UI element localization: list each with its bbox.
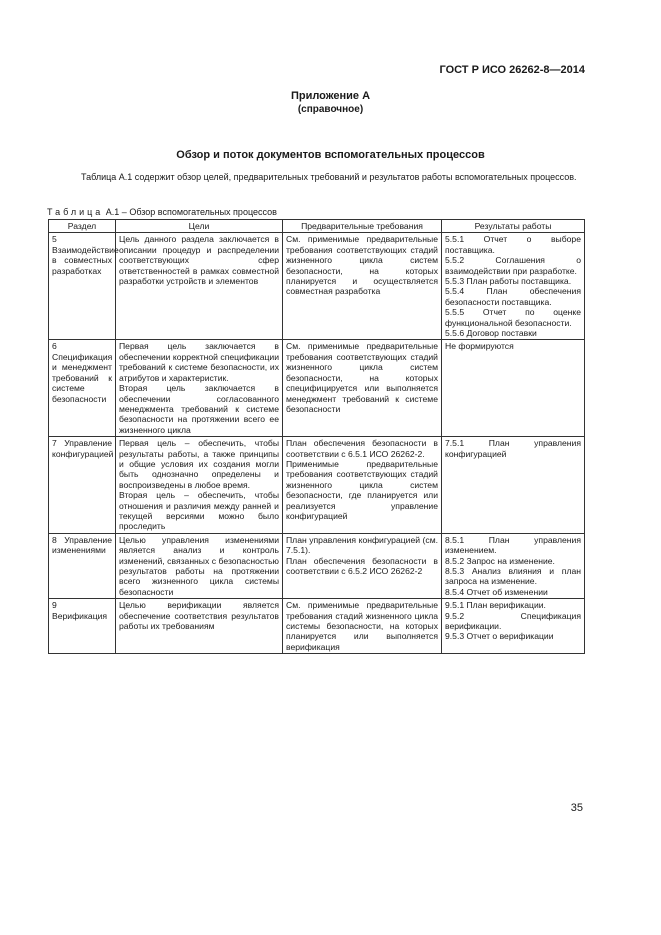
goal-text: Целью верификации является обеспечение соответствия результатов работы их требованиям [119,600,279,632]
header-section: Раздел [49,220,116,233]
result-text: 5.5.3 План работы поставщика. [445,276,572,287]
cell-prerequisites [283,340,442,437]
prereq-text: Применимые предварительные требования соответствующих стадий жизненного цикла систем безопасности, где планируется или реализуется управление конфигурацией [286,458,438,521]
cell-goals [116,340,283,437]
table-row [49,599,585,654]
result-text: 5.5.5 Отчет по оценке функциональной безопасности. [445,307,581,328]
table-row [49,533,585,598]
section-title: Обзор и поток документов вспомогательных процессов [176,149,485,161]
prereq-text: См. применимые предварительные требования соответствующих стадий жизненного цикла систем безопасности, на которых планируется и осуществляется совместная разработка [286,234,438,297]
result-text: 9.5.3 Отчет о верификации [445,631,554,642]
cell-prerequisites [283,233,442,340]
result-text: 9.5.2 Спецификация верификации. [445,610,581,632]
result-text: 7.5.1 План управления конфигурацией [445,438,581,459]
page-number: 35 [570,802,583,814]
cell-section: 6 Спецификация и менеджмент требований к системе безопасности [49,340,116,437]
cell-goals [116,233,283,340]
cell-prerequisites [283,533,442,598]
goal-text: Цель данного раздела заключается в описании процедур и распределении соответствующих сфер ответственностей в рамках совместной разработки устройств и элементов [119,234,279,287]
result-text: 9.5.1 План верификации. [445,600,546,611]
goal-text: Целью управления изменениями является анализ и контроль изменений, связанных с безопасностью результатов работы на протяжении всего жизненного цикла системы безопасности [119,534,279,597]
cell-section: 9 Верификация [49,599,116,654]
cell-section: 5 Взаимодействие в совместных разработках [49,233,116,340]
processes-table [48,219,585,654]
cell-section: 7 Управление конфигурацией [49,437,116,534]
appendix-title: Приложение А [290,90,371,102]
cell-results [442,340,585,437]
table-row [49,340,585,437]
prereq-text: План обеспечения безопасности в соответствии с 6.5.2 ИСО 26262-2 [286,555,438,576]
table-header-row [49,220,585,233]
cell-prerequisites [283,437,442,534]
cell-section: 8 Управление изменениями [49,533,116,598]
appendix-heading [0,90,661,115]
standard-designation: ГОСТ Р ИСО 26262-8—2014 [439,64,585,76]
cell-goals [116,533,283,598]
result-text: 5.5.1 Отчет о выборе поставщика. [445,234,581,255]
result-text: 5.5.4 План обеспечения безопасности поставщика. [445,286,581,307]
result-text: 8.5.3 Анализ влияния и план запроса на изменение. [445,566,581,587]
intro-paragraph: Таблица А.1 содержит обзор целей, предварительных требований и результатов работы вспомогательных процессов. [81,172,577,182]
goal-text: Первая цель – обеспечить, чтобы результаты работы, а также принципы и общие условия их создания могли быть однозначно определены и воспроизведены в любое время. [119,438,279,490]
result-text: 5.5.6 Договор поставки [445,328,537,339]
result-text: 8.5.4 Отчет об изменении [445,586,548,597]
result-text: 5.5.2 Соглашения о взаимодействии при разработке. [445,255,581,276]
goal-text: Вторая цель – обеспечить, чтобы отношения и различия между ранней и текущей версиями можно было проследить [119,490,279,532]
cell-results [442,599,585,654]
cell-goals [116,599,283,654]
prereq-text: См. применимые предварительные требования соответствующих стадий жизненного цикла систем безопасности, на которых специфицируется или выполняется менеджмент требований к системе безопасности [286,341,438,414]
result-text: Не формируются [445,341,514,352]
cell-results [442,437,585,534]
prereq-text: План управления конфигурацией (см. 7.5.1). [286,534,438,556]
table-caption-rest: А.1 – Обзор вспомогательных процессов [103,207,277,217]
cell-prerequisites [283,599,442,654]
result-text: 8.5.1 План управления изменением. [445,534,581,556]
table-row [49,437,585,534]
header-prerequisites: Предварительные требования [283,220,442,233]
header-goals: Цели [116,220,283,233]
cell-results [442,233,585,340]
appendix-subtitle: (справочное) [297,104,364,115]
table-caption-prefix: Таблица [47,207,104,217]
result-text: 8.5.2 Запрос на изменение. [445,555,555,566]
table-caption [47,207,277,217]
goal-text: Вторая цель заключается в обеспечении согласованного менеджмента требований к системе безопасности на протяжении всего ее жизненного цикла [119,383,279,435]
header-results: Результаты работы [442,220,585,233]
goal-text: Первая цель заключается в обеспечении корректной спецификации требований к системе безопасности, их атрибутов и характеристик. [119,341,279,383]
table-row [49,233,585,340]
prereq-text: См. применимые предварительные требования стадий жизненного цикла системы безопасности, на которых планируется или выполняется верификация [286,600,438,652]
cell-goals [116,437,283,534]
cell-results [442,533,585,598]
prereq-text: План обеспечения безопасности в соответствии с 6.5.1 ИСО 26262-2. [286,438,438,459]
